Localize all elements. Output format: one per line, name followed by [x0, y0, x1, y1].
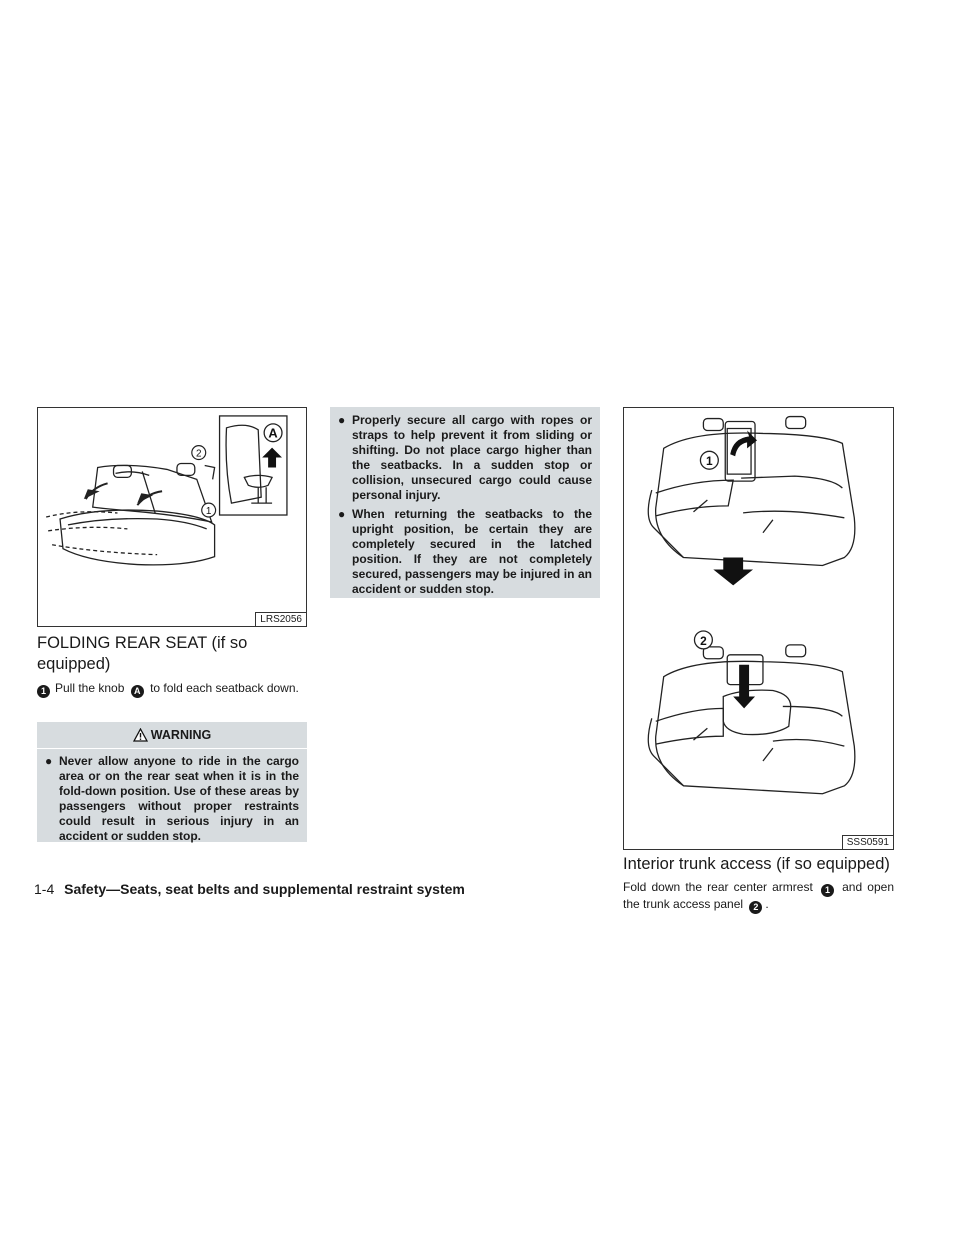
- warning-item-text: When returning the seatbacks to the upright position, be certain they are completely secured in the latched position. If they are not completely secured, passengers may be injured in an accident or sudden stop.: [352, 507, 592, 596]
- warning-item-text: Never allow anyone to ride in the cargo area or on the rear seat when it is in the fold-down position. Use of these areas by passengers without proper restraints could result in serious injury in an accident or sudden stop.: [59, 754, 299, 843]
- bullet-icon: ●: [45, 754, 53, 768]
- page-footer: [34, 881, 465, 897]
- panel-badge: 2: [749, 901, 762, 914]
- trunk-text-post: .: [765, 897, 769, 911]
- bullet-icon: ●: [338, 413, 346, 427]
- trunk-access-figure: [623, 407, 894, 850]
- step-text-post: to fold each seatback down.: [150, 681, 299, 695]
- step-number-badge: 1: [37, 685, 50, 698]
- section-title-trunk: Interior trunk access (if so equipped): [623, 855, 890, 873]
- warning-box-continued: [330, 407, 600, 598]
- bullet-icon: ●: [338, 507, 346, 521]
- warning-box: [37, 722, 307, 842]
- warning-triangle-icon: [133, 728, 148, 742]
- page-number: 1-4: [34, 881, 55, 897]
- folding-step: [37, 681, 307, 698]
- warning-item: [338, 507, 592, 597]
- warning-header: [37, 722, 307, 749]
- trunk-text-pre: Fold down the rear center armrest: [623, 880, 813, 894]
- callout-1-label: 1: [205, 506, 212, 518]
- figure-code-left: LRS2056: [255, 612, 306, 626]
- warning-title: WARNING: [150, 728, 212, 742]
- figure-code-right: SSS0591: [842, 835, 893, 849]
- callout-2-label: 2: [700, 633, 707, 648]
- callout-1-label: 1: [706, 454, 713, 469]
- chapter-title: Safety—Seats, seat belts and supplemental restraint system: [64, 881, 465, 897]
- trunk-text-mid: and open the trunk access panel: [623, 880, 894, 911]
- trunk-access-illustration: [624, 408, 893, 849]
- callout-2-label: 2: [195, 448, 202, 460]
- warning-item: [45, 754, 299, 844]
- warning-item-text: Properly secure all cargo with ropes or straps to help prevent it from sliding or shifting. Do not place cargo higher than the seatbacks. In a sudden stop or collision, unsecured cargo could cause personal injury.: [352, 413, 592, 502]
- folding-seat-illustration: [38, 408, 306, 626]
- callout-a-label: A: [268, 425, 278, 441]
- warning-item: [338, 413, 592, 503]
- trunk-access-text: [623, 880, 894, 914]
- knob-badge: A: [131, 685, 144, 698]
- section-title-folding: FOLDING REAR SEAT (if so equipped): [37, 634, 248, 673]
- armrest-badge: 1: [821, 884, 834, 897]
- step-text-pre: Pull the knob: [55, 681, 125, 695]
- folding-seat-figure: [37, 407, 307, 627]
